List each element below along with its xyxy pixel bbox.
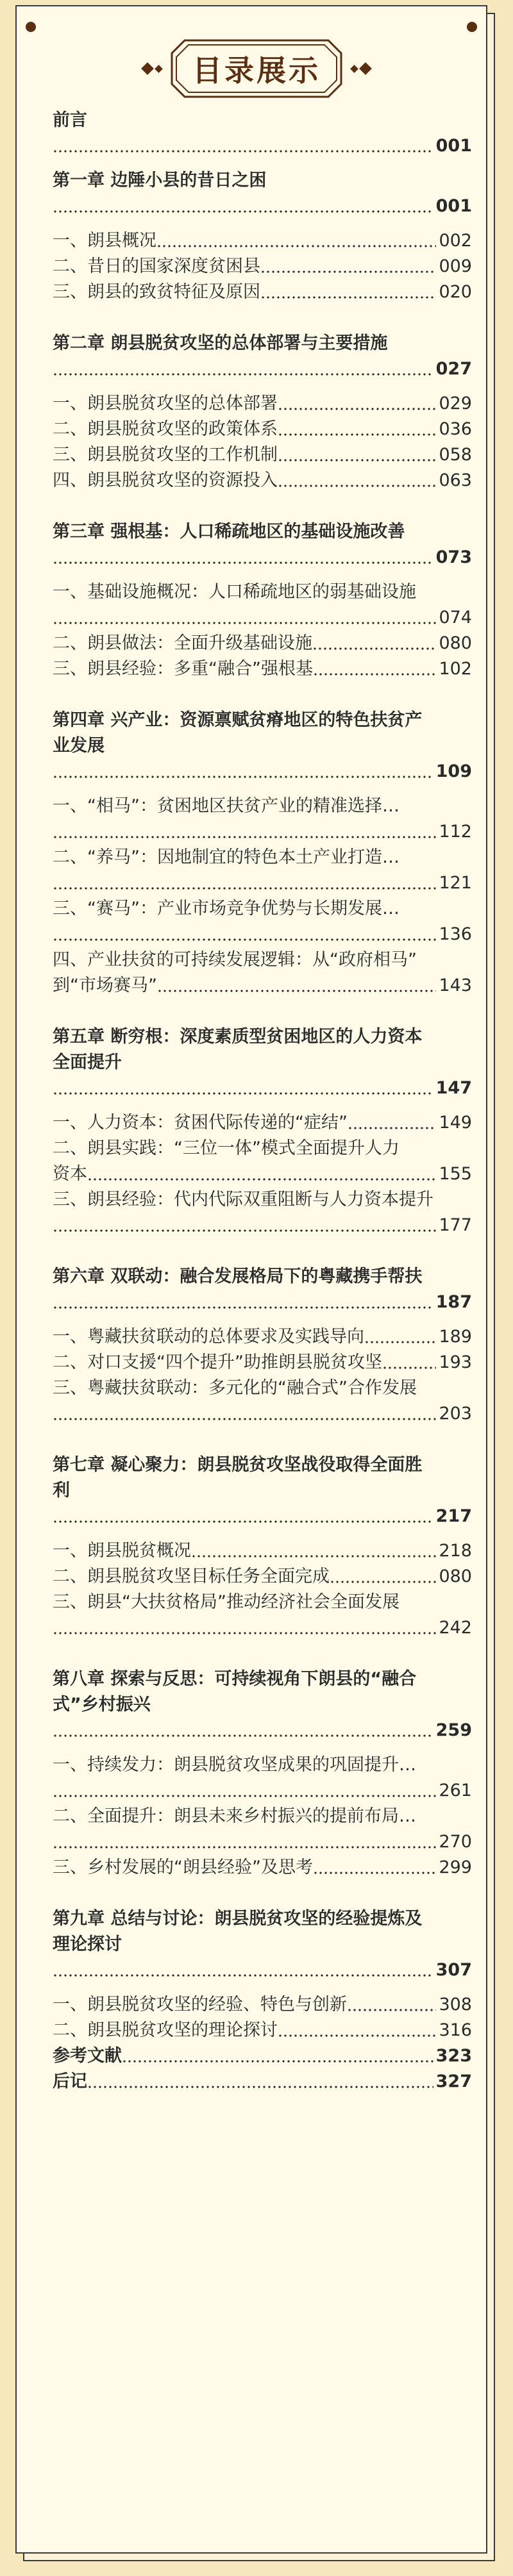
title-box — [171, 39, 342, 98]
chapter-title: 第二章 朗县脱贫攻坚的总体部署与主要措施 — [53, 333, 388, 353]
section-entry — [53, 417, 472, 442]
left-ornament — [143, 64, 162, 73]
dot-leader — [87, 2069, 436, 2095]
section-title: 一、粤藏扶贫联动的总体要求及实践导向 — [53, 1327, 364, 1347]
section-title: 二、朗县脱贫攻坚的政策体系 — [53, 419, 278, 439]
page-number: 112 — [439, 822, 472, 842]
dot-leader — [382, 1350, 439, 1375]
page-number: 080 — [439, 1566, 472, 1586]
section-title: 三、粤藏扶贫联动：多元化的“融合式”合作发展 — [53, 1378, 417, 1398]
section-entry — [53, 468, 472, 494]
dot-leader — [53, 1504, 436, 1529]
section-title: 一、“相马”：贫困地区扶贫产业的精准选择… — [53, 796, 399, 816]
section-title: 一、人力资本：贫困代际传递的“症结” — [53, 1113, 348, 1133]
dot-leader — [53, 356, 436, 382]
page-number: 261 — [439, 1781, 472, 1800]
page-number: 001 — [435, 136, 472, 156]
chapter-title: 第八章 探索与反思：可持续视角下朗县的“融合 — [53, 1669, 417, 1689]
page-number: 242 — [439, 1618, 472, 1638]
page-number: 109 — [435, 761, 472, 781]
afterword-entry — [53, 2069, 472, 2095]
dot-leader — [53, 922, 439, 947]
page-number: 027 — [435, 359, 472, 379]
page-number: 147 — [435, 1078, 472, 1098]
dot-leader — [260, 279, 439, 305]
dot-leader — [313, 656, 439, 682]
dot-leader — [53, 870, 439, 896]
page-number: 029 — [439, 394, 472, 413]
chapter-title: 利 — [53, 1481, 70, 1500]
dot-leader — [122, 2043, 436, 2069]
leader-row — [53, 1957, 472, 1983]
section-entry — [53, 973, 472, 999]
page-number: 270 — [439, 1832, 472, 1852]
diamond-icon — [155, 65, 163, 73]
leader-row — [53, 1504, 472, 1529]
section-entry — [53, 1992, 472, 2018]
section-title: 一、朗县脱贫攻坚的经验、特色与创新 — [53, 1995, 347, 2015]
section-title: 三、朗县经验：代内代际双重阻断与人力资本提升 — [53, 1190, 433, 1209]
page-number: 136 — [439, 924, 472, 944]
leader-row — [53, 1290, 472, 1315]
section-title: 一、基础设施概况：人口稀疏地区的弱基础设施 — [53, 582, 416, 602]
leader-row — [53, 545, 472, 570]
leader-row — [53, 1829, 472, 1855]
page-number: 121 — [439, 873, 472, 893]
page-number: 189 — [439, 1327, 472, 1347]
leader-row — [53, 1615, 472, 1641]
page-number: 193 — [439, 1352, 472, 1372]
dot-leader — [53, 545, 436, 570]
diamond-icon — [359, 62, 372, 75]
leader-row — [53, 194, 472, 219]
dot-leader — [87, 1161, 439, 1187]
dot-leader — [278, 442, 439, 468]
page-number: 203 — [439, 1404, 472, 1424]
section-entry — [53, 391, 472, 417]
dot-leader — [53, 133, 436, 159]
chapter-title: 第四章 兴产业：资源禀赋贫瘠地区的特色扶贫产 — [53, 710, 423, 730]
dot-leader — [53, 1718, 436, 1743]
dot-leader — [278, 417, 439, 442]
section-entry — [53, 2018, 472, 2043]
page-number: 308 — [439, 1995, 472, 2015]
page-number: 299 — [439, 1857, 472, 1877]
section-entry — [53, 1110, 472, 1136]
page-number: 217 — [435, 1506, 472, 1526]
page-number: 020 — [439, 282, 472, 302]
section-title: 二、朗县脱贫攻坚的理论探讨 — [53, 2020, 278, 2040]
dot-leader — [260, 254, 439, 279]
dot-leader — [157, 973, 439, 999]
page-number: 073 — [435, 547, 472, 567]
section-title: 二、对口支援“四个提升”助推朗县脱贫攻坚 — [53, 1352, 382, 1372]
dot-leader — [364, 1324, 439, 1350]
dot-leader — [312, 631, 439, 656]
chapter-title: 第七章 凝心聚力：朗县脱贫攻坚战役取得全面胜 — [53, 1455, 423, 1475]
diamond-icon — [350, 65, 358, 73]
dot-leader — [53, 1829, 439, 1855]
corner-dot-right — [467, 22, 477, 32]
references-title: 参考文献 — [53, 2046, 122, 2066]
preface-title: 前言 — [53, 110, 87, 130]
leader-row — [53, 1213, 472, 1238]
dot-leader — [53, 1401, 439, 1427]
page-number: 218 — [439, 1541, 472, 1561]
page-title: 目录展示 — [192, 53, 321, 88]
section-entry — [53, 1324, 472, 1350]
page-number: 323 — [435, 2046, 472, 2066]
section-title: 三、朗县的致贫特征及原因 — [53, 282, 260, 302]
page-number: 002 — [439, 231, 472, 251]
chapter-title: 理论探讨 — [53, 1934, 122, 1954]
section-title-line: 二、朗县实践：“三位一体”模式全面提升人力 — [53, 1138, 399, 1158]
page-number: 316 — [439, 2020, 472, 2040]
dot-leader — [53, 605, 439, 631]
afterword-title: 后记 — [53, 2072, 87, 2091]
section-entry — [53, 656, 472, 682]
chapter-title: 第三章 强根基：人口稀疏地区的基础设施改善 — [53, 522, 405, 542]
page-number: 143 — [439, 976, 472, 995]
chapter-title: 第九章 总结与讨论：朗县脱贫攻坚的经验提炼及 — [53, 1909, 423, 1929]
page-number: 307 — [435, 1960, 472, 1980]
chapter-title: 第六章 双联动：融合发展格局下的粤藏携手帮扶 — [53, 1267, 423, 1286]
dot-leader — [191, 1538, 439, 1564]
leader-row — [53, 1718, 472, 1743]
section-title: 二、全面提升：朗县未来乡村振兴的提前布局… — [53, 1806, 416, 1826]
section-entry — [53, 1538, 472, 1564]
section-entry — [53, 1161, 472, 1187]
dot-leader — [156, 228, 439, 254]
leader-row — [53, 1401, 472, 1427]
page-number: 327 — [435, 2072, 472, 2091]
leader-row — [53, 819, 472, 845]
section-title: 三、“赛马”：产业市场竞争优势与长期发展… — [53, 899, 399, 918]
section-title: 一、朗县脱贫攻坚的总体部署 — [53, 394, 278, 413]
dot-leader — [330, 1564, 439, 1590]
dot-leader — [53, 1290, 436, 1315]
chapter-title: 式”乡村振兴 — [53, 1695, 151, 1715]
section-title: 一、持续发力：朗县脱贫攻坚成果的巩固提升… — [53, 1755, 416, 1775]
section-title: 一、朗县脱贫概况 — [53, 1541, 191, 1561]
section-title: 三、朗县经验：多重“融合”强根基 — [53, 659, 313, 679]
section-title: 三、朗县脱贫攻坚的工作机制 — [53, 445, 278, 465]
leader-row — [53, 1076, 472, 1101]
dot-leader — [53, 819, 439, 845]
dot-leader — [53, 1076, 436, 1101]
references-entry — [53, 2043, 472, 2069]
section-entry — [53, 1855, 472, 1881]
page-number: 155 — [439, 1164, 472, 1184]
right-ornament — [351, 64, 370, 73]
page-number: 149 — [439, 1113, 472, 1133]
section-title: 二、朗县脱贫攻坚目标任务全面完成 — [53, 1566, 330, 1586]
dot-leader — [347, 1992, 439, 2018]
section-title-line: 资本 — [53, 1164, 87, 1184]
chapter-title: 第五章 断穷根：深度素质型贫困地区的人力资本 — [53, 1027, 423, 1047]
dot-leader — [53, 1615, 439, 1641]
section-title-line: 四、产业扶贫的可持续发展逻辑：从“政府相马” — [53, 950, 417, 970]
dot-leader — [53, 1213, 439, 1238]
chapter-title: 全面提升 — [53, 1052, 122, 1072]
section-entry — [53, 1350, 472, 1375]
table-of-contents — [53, 108, 472, 2095]
page-number: 177 — [439, 1215, 472, 1235]
dot-leader — [348, 1110, 439, 1136]
section-title: 二、昔日的国家深度贫困县 — [53, 256, 260, 276]
section-title: 二、“养马”：因地制宜的特色本土产业打造… — [53, 847, 399, 867]
dot-leader — [313, 1855, 439, 1881]
page-number: 036 — [439, 419, 472, 439]
dot-leader — [278, 391, 439, 417]
leader-row — [53, 356, 472, 382]
page-number: 080 — [439, 633, 472, 653]
dot-leader — [53, 759, 436, 785]
page-number: 001 — [435, 196, 472, 216]
leader-row — [53, 133, 472, 159]
section-entry — [53, 228, 472, 254]
page-number: 187 — [435, 1292, 472, 1312]
dot-leader — [53, 194, 436, 219]
page-number: 102 — [439, 659, 472, 679]
page-number: 063 — [439, 470, 472, 490]
section-entry — [53, 1564, 472, 1590]
section-entry — [53, 442, 472, 468]
leader-row — [53, 1778, 472, 1804]
leader-row — [53, 922, 472, 947]
page-number: 009 — [439, 256, 472, 276]
section-title: 一、朗县概况 — [53, 231, 156, 251]
section-title: 三、朗县“大扶贫格局”推动经济社会全面发展 — [53, 1592, 399, 1612]
dot-leader — [53, 1957, 436, 1983]
page-number: 259 — [435, 1720, 472, 1740]
title-banner — [0, 33, 513, 104]
page-number: 058 — [439, 445, 472, 465]
leader-row — [53, 605, 472, 631]
dot-leader — [53, 1778, 439, 1804]
section-title: 三、乡村发展的“朗县经验”及思考 — [53, 1857, 313, 1877]
chapter-title: 业发展 — [53, 736, 105, 756]
leader-row — [53, 759, 472, 785]
dot-leader — [278, 468, 439, 494]
chapter-title: 第一章 边陲小县的昔日之困 — [53, 170, 267, 190]
section-entry — [53, 254, 472, 279]
section-title-line: 到“市场赛马” — [53, 976, 157, 995]
corner-dot-left — [26, 22, 36, 32]
section-title: 四、朗县脱贫攻坚的资源投入 — [53, 470, 278, 490]
section-entry — [53, 279, 472, 305]
page-number: 074 — [439, 608, 472, 627]
leader-row — [53, 870, 472, 896]
section-title: 二、朗县做法：全面升级基础设施 — [53, 633, 312, 653]
dot-leader — [278, 2018, 439, 2043]
section-entry — [53, 631, 472, 656]
diamond-icon — [141, 62, 154, 75]
